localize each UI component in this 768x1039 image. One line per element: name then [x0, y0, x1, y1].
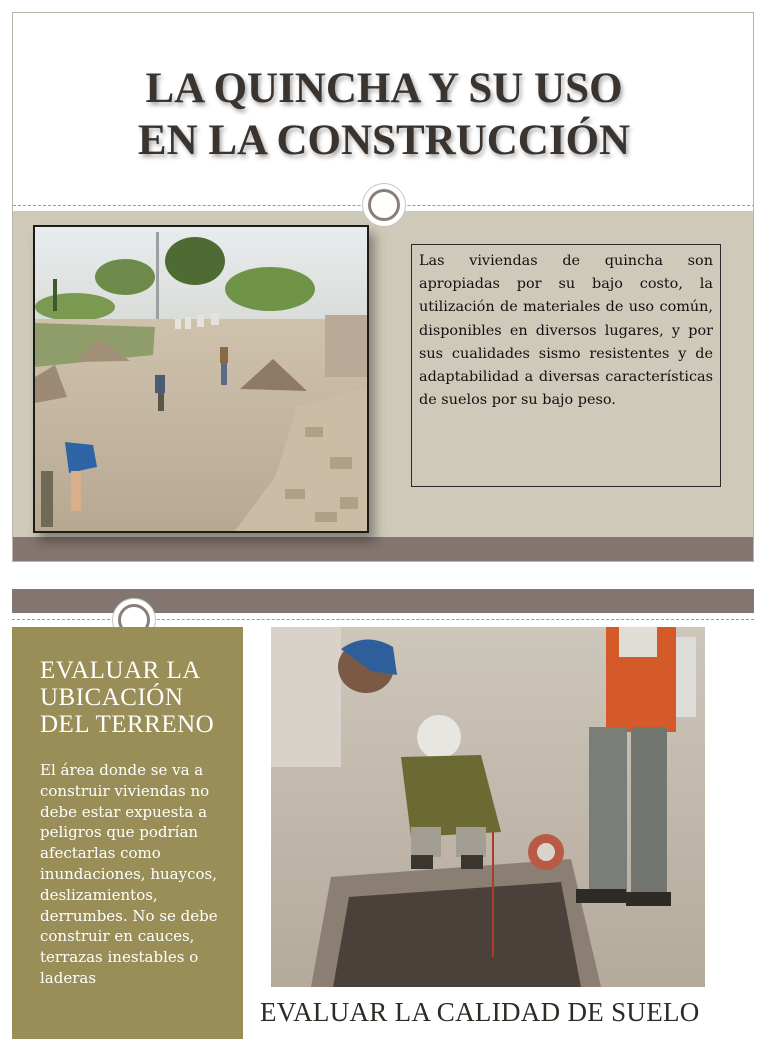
- intro-text-box: Las viviendas de quincha son apropiadas por su bajo costo, la utilización de materiales de uso común, disponibles en diversos lugares, y por sus cualidades sismo resistentes y de adaptabilidad a diversas características de suelos por su bajo peso.: [411, 244, 721, 487]
- slide-title-line-1: LA QUINCHA Y SU USO: [145, 65, 623, 112]
- location-panel: [12, 627, 243, 1039]
- soil-evaluation-photo: [271, 627, 705, 987]
- slide-title: [13, 63, 754, 167]
- slide-title-line-2: EN LA CONSTRUCCIÓN: [137, 117, 631, 164]
- location-heading: EVALUAR LA UBICACIÓN DEL TERRENO: [40, 657, 215, 738]
- construction-site-photo: [33, 225, 369, 533]
- location-body-text: El área donde se va a construir viviendas no debe estar expuesta a peligros que podrían afectarlas como inundaciones, huaycos, deslizamientos, derrumbes. No se debe construir en cauces, terrazas inestables o laderas: [40, 761, 218, 987]
- bottom-bar: [13, 537, 754, 562]
- soil-quality-heading: EVALUAR LA CALIDAD DE SUELO: [260, 997, 700, 1027]
- slide-quincha-intro: [12, 12, 754, 562]
- slide-terrain-evaluation: [12, 589, 754, 1039]
- circle-ornament: [362, 183, 406, 227]
